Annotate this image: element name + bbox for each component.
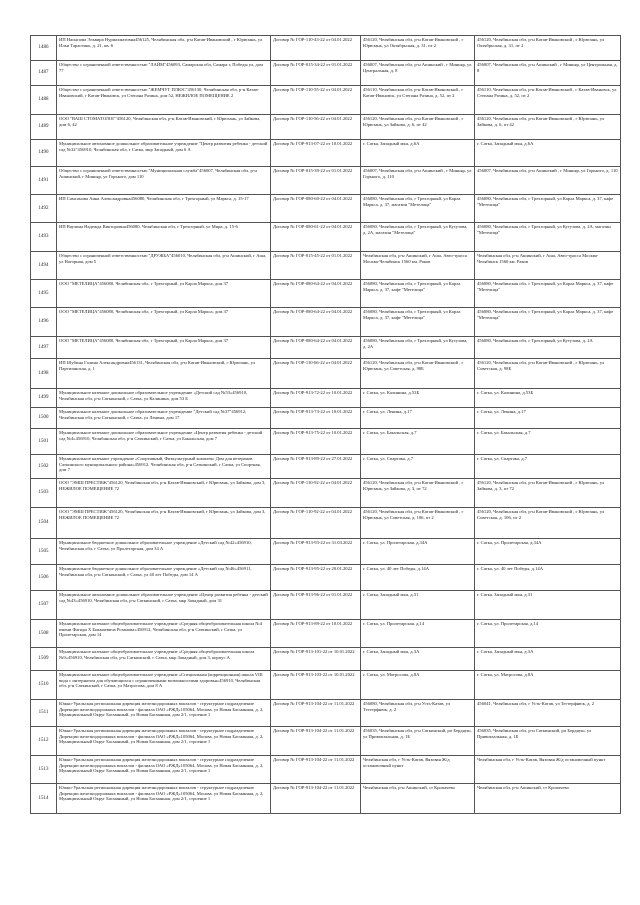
site-address-cell: г. Сатка, ул. Бакальская, д.7 [475,429,621,455]
table-row [31,61,621,86]
row-number-cell: 1489 [31,115,57,140]
contract-cell: Договор № ГОР-110-56-22 от 04.01.2022 [271,115,361,140]
site-address-cell: г. Сатка, ул. Матросова, д.8А [475,671,621,700]
site-address-cell: 456080, Челябинская обл, г Трехгорный, ул Кутузова, д. 2А [475,337,621,359]
object-address-cell: г. Сатка, ул. Калинина, д.53Б [361,389,475,408]
object-address-cell: 456080, Челябинская обл, г Трехгорный, ул Карла Маркса, д. 37, кафе "Метелица" [361,280,475,308]
table-row [31,86,621,115]
table-row [31,508,621,539]
organization-cell: ИП Насыпова Эльвира Нуриахматовна456125, Челябинская обл, р-н Катав-Ивановский , г Юрюзань, ул Ильи Тарасенко, д. 21, кв. 6 [57,36,271,61]
contract-cell: Договор № ГОР-913-72-22 от 10.01.2022 [271,389,361,408]
registry-page [30,35,620,814]
table-row [31,36,621,61]
organization-cell: ООО "ЭМШ ПРЕСТИЖ"456120, Челябинская обл, р-н Катав-Ивановский, г Юрюзань, ул Зайкова, дом 3, НЕЖИЛОЕ ПОМЕЩЕНИЕ 72 [57,508,271,539]
site-address-cell: г. Сатка, ул. Пролетарская, д.14 [475,620,621,648]
site-address-cell: г. Сатка, ул. 40 лет Победы, д.14А [475,565,621,591]
object-address-cell: 456080, Челябинская обл, г Трехгорный, ул Карла Маркса, д. 37, кафе "Метелица" [361,308,475,337]
site-address-cell: 456007, Челябинская обл, р-н Ашинский , г Миньяр, ул Центральная, д. 8 [475,61,621,86]
table-row [31,591,621,620]
object-address-cell: 456120, Челябинская обл, р-н Катав-Ивановский , г Юрюзань, ул Советская, д. 106, пт 2 [361,508,475,539]
object-address-cell: г. Сатка, Западный мкн, д.3А [361,648,475,671]
site-address-cell: г. Сатка, Западный мкн, д.6А [475,140,621,167]
organization-cell: Южно-Уральская региональная дирекция железнодорожных вокзалов - структурное подразделение Дирекции железнодорожных вокзалов - филиала ОАО «РЖД»105064, Москва, ул Новая Басманная, д. 2, Муниципальный Округ Басманный, ул Новая Басманная, дом 2/1, строение 1 [57,700,271,727]
site-address-cell: 456120, Челябинская обл, р-н Катав-Ивановский , г Юрюзань, ул Советская, д. 106, пт 2 [475,508,621,539]
row-number-cell: 1504 [31,508,57,539]
object-address-cell: г. Сатка, ул. Бакальская, д.7 [361,429,475,455]
contract-cell: Договор № ГОР-913-95-22 от 20.01.2022 [271,565,361,591]
table-row [31,648,621,671]
table-row [31,455,621,479]
object-address-cell: 456120, Челябинская обл, р-н Катав-Ивановский , г Юрюзань, ул Зайкова, д. 6, пт 42 [361,115,475,140]
object-address-cell: г. Сатка, ул. 40 лет Победы, д.14А [361,565,475,591]
object-address-cell: 456110, Челябинская обл, р-н Катав-Ивановский , г Катав-Ивановск, ул Степана Разина, д. 52, пт 2 [361,86,475,115]
contract-cell: Договор № ГОР-080-60-22 от 04.01.2022 [271,195,361,223]
object-address-cell: Челябинская обл, р-н Ашинский, ст Кропачево [361,784,475,814]
object-address-cell: 456035, Челябинская обл, р-н Саткинский, рп Бердяуш, ул Привокзальная, д. 1Б [361,727,475,756]
organization-cell: ИП Самсонова Анна Александровна456080, Челябинская обл, г Трехгорный, ул Маркса, д. 15-17 [57,195,271,223]
organization-cell: Муниципальное казенное общеобразовательное учреждение «Специальная (коррекционная) школа VIII вида с интернатом для обучающихся с ограниченными возможностями здоровья»456910, Челябинская обл, р-н Саткинский, г Сатка, ул Матросова, дом 8 А [57,671,271,700]
object-address-cell: 456120, Челябинская обл, р-н Катав-Ивановский , г Юрюзань, ул Зайкова, д. 3, пт 72 [361,479,475,508]
table-row [31,784,621,814]
contract-cell: Договор № ГОР-913-93-22 от 31.03.2022 [271,539,361,565]
site-address-cell: г. Сатка, ул. Пролетарская, д.34А [475,539,621,565]
site-address-cell: Челябинская обл, р-н Ашинский, ст Кропачево [475,784,621,814]
organization-cell: Муниципальное автономное дошкольное образовательное учреждение «Центр развития ребенка - детский сад №43»456910, Челябинская обл, р-н Саткинский, г Сатка, мкр Западный, дом 31 [57,591,271,620]
table-row [31,195,621,223]
object-address-cell: 456080, Челябинская обл, г Трехгорный, ул Кутузова, д. 2А [361,337,475,359]
row-number-cell: 1508 [31,620,57,648]
row-number-cell: 1494 [31,252,57,280]
organization-cell: ООО "ЭМШ ПРЕСТИЖ"456120, Челябинская обл, р-н Катав-Ивановский, г Юрюзань, ул Зайкова, дом 3, НЕЖИЛОЕ ПОМЕЩЕНИЕ 72 [57,479,271,508]
contract-cell: Договор № ГОР-913-73-22 от 10.01.2022 [271,408,361,429]
row-number-cell: 1507 [31,591,57,620]
contract-cell: Договор № ГОР-110-55-22 от 04.01.2022 [271,86,361,115]
site-address-cell: 456080, Челябинская обл, г Трехгорный, ул Карла Маркса, д. 37, кафе "Метелица" [475,195,621,223]
site-address-cell: 456007, Челябинская обл, р-н Ашинский , г Миньяр, ул Горького, д. 110 [475,167,621,195]
table-row [31,620,621,648]
organization-cell: Муниципальное бюджетное дошкольное образовательное учреждение «Детский сад №42»456910, Челябинская обл, г Сатка, ул Пролетарская, дом 34 А [57,539,271,565]
table-row [31,429,621,455]
object-address-cell: г. Сатка, ул. Пролетарская, д.14 [361,620,475,648]
row-number-cell: 1491 [31,167,57,195]
site-address-cell: 456120, Челябинская обл, р-н Катав-Ивановский , г Юрюзань, ул Зайкова, д. 3, пт 72 [475,479,621,508]
table-row [31,671,621,700]
table-row [31,252,621,280]
site-address-cell: 456080, Челябинская обл, г Трехгорный, ул Карла Маркса, д. 37, кафе "Метелица" [475,308,621,337]
row-number-cell: 1502 [31,455,57,479]
row-number-cell: 1492 [31,195,57,223]
contract-cell: Договор № ГОР-015-34-22 от 01.01.2022 [271,61,361,86]
organization-cell: ИП Ваулина Надежда Викторовна456080, Челябинская обл, г Трехгорный, ул Мира, д. 15-6 [57,223,271,252]
table-row [31,756,621,784]
row-number-cell: 1495 [31,280,57,308]
table-row [31,115,621,140]
organization-cell: Южно-Уральская региональная дирекция железнодорожных вокзалов - структурное подразделение Дирекции железнодорожных вокзалов - филиала ОАО «РЖД»105064, Москва, ул Новая Басманная, д. 2, Муниципальный Округ Басманный, ул Новая Басманная, дом 2/1, строение 1 [57,784,271,814]
site-address-cell: г. Сатка, ул. Калинина, д.53Б [475,389,621,408]
row-number-cell: 1503 [31,479,57,508]
organization-cell: Муниципальное бюджетное дошкольное образовательное учреждение «Детский сад №46»456911, Челябинская обл, р-н Саткинский, г Сатка, ул 40 лет Победы, дом 14 А [57,565,271,591]
object-address-cell: г. Сатка, ул. Спартака, д.7 [361,455,475,479]
row-number-cell: 1488 [31,86,57,115]
contract-cell: Договор № ГОР-913-96-22 от 01.01.2022 [271,591,361,620]
contract-cell: Договор № ГОР-913-75-22 от 10.01.2022 [271,429,361,455]
object-address-cell: г. Сатка, ул. Ленина, д.17 [361,408,475,429]
organization-cell: Муниципальное казенное учреждение «Спортивный, Физкультурный комплекс Дом для ветеранов Саткинского муниципального района»456912, Челябинская обл, р-н Саткинский, г Сатка, ул Спортная, дом 7 [57,455,271,479]
organization-cell: Общество с ограниченной ответственностью "Муниципальная служба"456007, Челябинская обл, р-н Ашинский, г Миньяр, ул Горького, дом 110 [57,167,271,195]
contract-cell: Договор № ГОР-080-64-22 от 04.01.2022 [271,280,361,308]
object-address-cell: Челябинская обл, р-н Ашинский, г Аша, Авто-трасса Москва-Челябинск 1560 км. Раков [361,252,475,280]
object-address-cell: г. Сатка, Западный мкн, д.31 [361,591,475,620]
contract-cell: Договор № ГОР-913-104-22 от 11.01.2022 [271,784,361,814]
site-address-cell: г. Сатка, ул. Спартака, д.7 [475,455,621,479]
table-row [31,223,621,252]
table-row [31,727,621,756]
table-row [31,280,621,308]
site-address-cell: 456035, Челябинская обл, р-н Саткинский, рп Бердяуш, ул Привокзальная, д. 1Б [475,727,621,756]
object-address-cell: 456080, Челябинская обл, р-н Усть-Катав, ул Тегтерфнюк, д. 2 [361,700,475,727]
site-address-cell: Челябинская обл, г Усть-Катав, Вязовая Ж/д остановочный пункт [475,756,621,784]
object-address-cell: 456120, Челябинская обл, р-н Катав-Ивановский , г Юрюзань, ул Октябрьская, д. 31, пт 2 [361,36,475,61]
contract-cell: Договор № ГОР-913-104-22 от 11.01.2022 [271,727,361,756]
organization-cell: ООО "МЕТЕЛИЦА"456080, Челябинская обл, г Трехгорный, ул Карла Маркса, дом 37 [57,280,271,308]
table-row [31,359,621,389]
row-number-cell: 1513 [31,756,57,784]
row-number-cell: 1498 [31,359,57,389]
row-number-cell: 1506 [31,565,57,591]
table-row [31,479,621,508]
site-address-cell: 456110, Челябинская обл, р-н Катав-Ивановский , г Катав-Ивановск, ул Степана Разина, д. 52, пт 2 [475,86,621,115]
row-number-cell: 1500 [31,408,57,429]
site-address-cell: 456120, Челябинская обл, р-н Катав-Ивановский , г Юрюзань, ул Советская, д. 98Б [475,359,621,389]
contract-cell: Договор № ГОР-913-89-22 от 27.01.2022 [271,455,361,479]
row-number-cell: 1486 [31,36,57,61]
object-address-cell: 456080, Челябинская обл, г Трехгорный, ул Кутузова, д. 2А, магазин "Метелица" [361,223,475,252]
site-address-cell: 456120, Челябинская обл, р-н Катав-Ивановский , г Юрюзань, ул Зайкова, д. 6, пт 42 [475,115,621,140]
row-number-cell: 1511 [31,700,57,727]
contract-cell: Договор № ГОР-110-92-22 от 04.01.2022 [271,508,361,539]
object-address-cell: Челябинская обл, г Усть-Катав, Вязовая Ж/д остановочный пункт [361,756,475,784]
contract-cell: Договор № ГОР-913-103-22 от 10.01.2022 [271,671,361,700]
row-number-cell: 1512 [31,727,57,756]
site-address-cell: Челябинская обл, р-н Ашинский, г Аша, Авто-трасса Москва-Челябинск 1560 км. Раков [475,252,621,280]
contract-cell: Договор № ГОР-080-64-22 от 04.01.2022 [271,337,361,359]
table-row [31,539,621,565]
contract-cell: Договор № ГОР-913-104-22 от 11.01.2022 [271,700,361,727]
table-row [31,140,621,167]
contract-cell: Договор № ГОР-015-45-22 от 01.01.2022 [271,252,361,280]
organization-cell: Муниципальное казенное общеобразовательное учреждение «Средняя общеобразовательная школа №4 имени Фагира Х Бикмаевича Розанова»456912, Челябинская обл, р-н Саткинский, г Сатка, ул Пролетарская, дом 14 [57,620,271,648]
contract-cell: Договор № ГОР-080-61-22 от 04.01.2022 [271,223,361,252]
registry-rows [31,36,621,814]
organization-cell: Муниципальное автономное дошкольное образовательное учреждение "Центр развития ребенка - детский сад №32"456910, Челябинская обл, г Сатка, мкр Западный, дом 6 А [57,140,271,167]
site-address-cell: 456080, Челябинская обл, г Трехгорный, ул Карла Маркса, д. 37, кафе "Метелица" [475,280,621,308]
row-number-cell: 1497 [31,337,57,359]
site-address-cell: г. Сатка, Западный мкн, д.3А [475,648,621,671]
row-number-cell: 1509 [31,648,57,671]
organization-cell: Южно-Уральская региональная дирекция железнодорожных вокзалов - структурное подразделение Дирекции железнодорожных вокзалов - филиала ОАО «РЖД»105064, Москва, ул Новая Басманная, д. 2, Муниципальный Округ Басманный, ул Новая Басманная, дом 2/1, строение 1 [57,756,271,784]
table-row [31,337,621,359]
organization-cell: Муниципальное казенное дошкольное образовательное учреждение «Детский сад №53»456910, Челябинская обл, р-н Саткинский, г Сатка, ул Калинина, дом 53 Б [57,389,271,408]
row-number-cell: 1499 [31,389,57,408]
object-address-cell: 456007, Челябинская обл, р-н Ашинский , г Миньяр, ул Центральная, д. 8 [361,61,475,86]
organization-cell: Муниципальное казенное дошкольное образовательное учреждение "Детский сад №37"456912, Челябинская обл, р-н Саткинский, г Сатка, ул Ленина, дом 17 [57,408,271,429]
contract-cell: Договор № ГОР-913-07-22 от 10.01.2022 [271,140,361,167]
organization-cell: Южно-Уральская региональная дирекция железнодорожных вокзалов - структурное подразделение Дирекции железнодорожных вокзалов - филиала ОАО «РЖД»105064, Москва, ул Новая Басманная, д. 2, Муниципальный Округ Басманный, ул Новая Басманная, дом 2/1, строение 1 [57,727,271,756]
row-number-cell: 1505 [31,539,57,565]
organization-cell: Общество с ограниченной ответственностью "ЖЕМЧУГ ПЛЮС"456130, Челябинская обл, р-н Катав-Ивановский, г Катав-Ивановск, ул Степана Разина, дом 52, НЕЖИЛОЕ ПОМЕЩЕНИЕ 2 [57,86,271,115]
contract-cell: Договор № ГОР-110-66-22 от 04.01.2022 [271,359,361,389]
object-address-cell: 456080, Челябинская обл, г Трехгорный, ул Карла Маркса, д. 37, магазин "Метелица" [361,195,475,223]
organization-cell: ООО "МЕТЕЛИЦА"456080, Челябинская обл, г Трехгорный, ул Карла Маркса, дом 37 [57,337,271,359]
site-address-cell: 456041, Челябинская обл, г Усть-Катав, ул Тегтерфнюк, д. 2 [475,700,621,727]
organization-cell: ООО "ВАШ СТОМАТОЛОГ"456120, Челябинская обл, р-н Катав-Ивановский, г Юрюзань, ул Зайкова, дом 6, 42 [57,115,271,140]
table-row [31,389,621,408]
contract-cell: Договор № ГОР-110-43-22 от 04.01.2022 [271,36,361,61]
organization-cell: Муниципальное казенное дошкольное образовательное учреждение «Центр развития ребенка - детский сад №4»456910, Челябинская обл, р-н Саткинский, г Сатка, ул Бакальская, дом 7 [57,429,271,455]
table-row [31,308,621,337]
object-address-cell: г. Сатка, Западный мкн, д.6А [361,140,475,167]
contract-cell: Договор № ГОР-080-64-22 от 04.01.2022 [271,308,361,337]
object-address-cell: г. Сатка, ул. Пролетарская, д.34А [361,539,475,565]
row-number-cell: 1493 [31,223,57,252]
table-row [31,167,621,195]
table-row [31,700,621,727]
object-address-cell: 456007, Челябинская обл, р-н Ашинский , г Миньяр, ул Горького, д. 110 [361,167,475,195]
site-address-cell: 456080, Челябинская обл, г Трехгорный, ул Кутузова, д. 2А, магазин "Метелица" [475,223,621,252]
row-number-cell: 1496 [31,308,57,337]
contract-cell: Договор № ГОР-110-92-22 от 04.01.2022 [271,479,361,508]
table-row [31,408,621,429]
row-number-cell: 1510 [31,671,57,700]
contract-cell: Договор № ГОР-913-104-22 от 11.01.2022 [271,756,361,784]
site-address-cell: 456120, Челябинская обл, р-н Катав-Ивановский , г Юрюзань, ул Октябрьская, д. 31, пт 2 [475,36,621,61]
organization-cell: Общество с ограниченной ответственностью "ЛАЙМ"456093, Самарская обл, Самара г, Победы ул, дом 77 [57,61,271,86]
object-address-cell: 456120, Челябинская обл, р-н Катав-Ивановский , г Юрюзань, ул Советская, д. 98Б [361,359,475,389]
site-address-cell: г. Сатка, ул. Ленина, д.17 [475,408,621,429]
contract-cell: Договор № ГОР-913-101-22 от 10.01.2022 [271,648,361,671]
row-number-cell: 1501 [31,429,57,455]
registry-table [30,35,621,814]
row-number-cell: 1514 [31,784,57,814]
site-address-cell: г. Сатка, Западный мкн, д.31 [475,591,621,620]
contract-cell: Договор № ГОР-015-39-22 от 01.01.2022 [271,167,361,195]
organization-cell: Общество с ограниченной ответственностью "ДРУЖБА"456010, Челябинская обл, р-н Ашинский, г Аша, ул Нагорная, дом 5 [57,252,271,280]
organization-cell: ООО "МЕТЕЛИЦА"456080, Челябинская обл, г Трехгорный, ул Карла Маркса, дом 37 [57,308,271,337]
object-address-cell: г. Сатка, ул. Матросова, д.8А [361,671,475,700]
row-number-cell: 1487 [31,61,57,86]
table-row [31,565,621,591]
organization-cell: ИП Шубина Галина Александровна456131, Челябинская обл, р-н Катав-Ивановский, г Юрюзань, ул Партизанская, д. 1 [57,359,271,389]
row-number-cell: 1490 [31,140,57,167]
contract-cell: Договор № ГОР-913-89-22 от 10.01.2022 [271,620,361,648]
organization-cell: Муниципальное казенное общеобразовательное учреждение «Средняя общеобразовательная школа №9»456910, Челябинская обл, р-н Саткинский, г Сатка, мкр Западный, дом 3, корпус А [57,648,271,671]
